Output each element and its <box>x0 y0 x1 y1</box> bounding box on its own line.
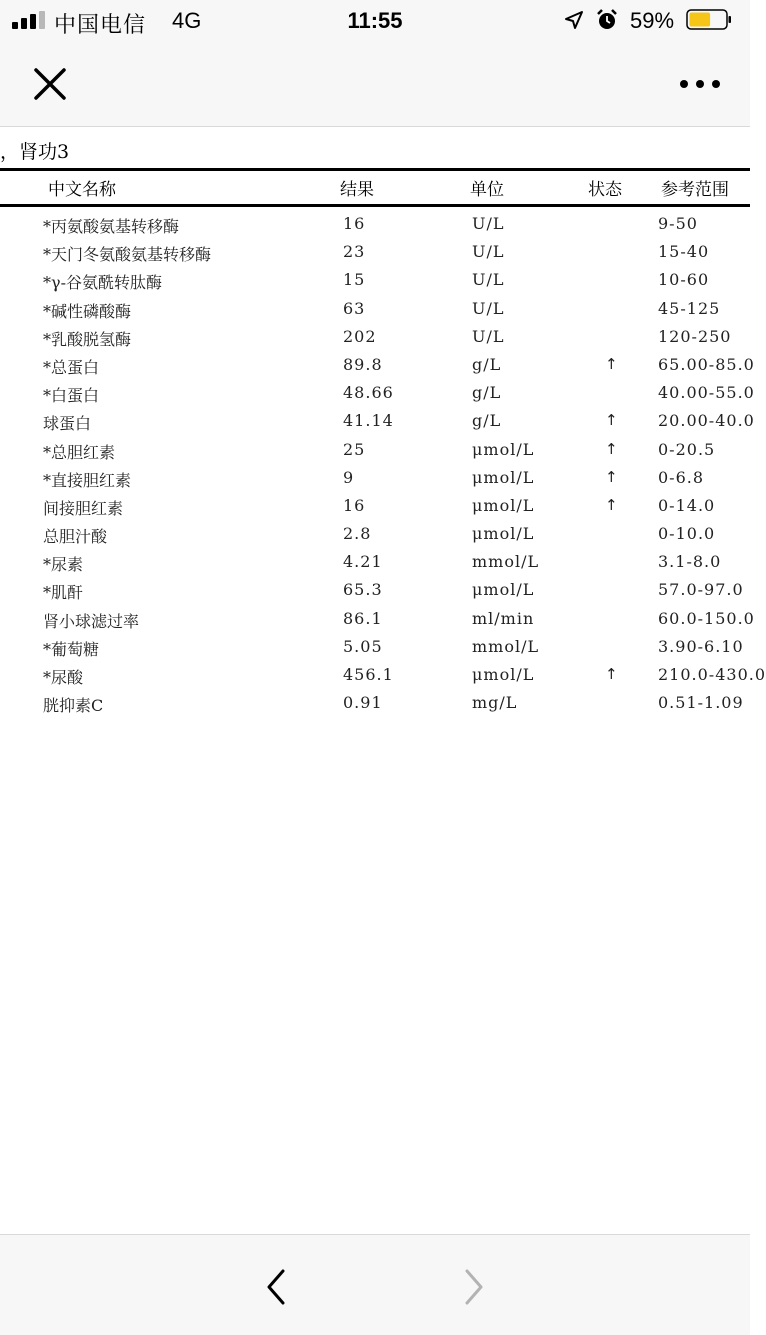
cell-name: *总胆红素 <box>43 442 116 462</box>
cell-unit: U/L <box>472 298 505 318</box>
cell-unit: g/L <box>472 383 502 403</box>
battery-icon <box>686 9 732 30</box>
cell-unit: mmol/L <box>472 636 540 656</box>
cell-reference: 20.00-40.0 <box>658 411 755 431</box>
table-row <box>0 633 750 661</box>
cell-status: ↑ <box>605 495 618 514</box>
cell-status: ↑ <box>605 439 618 458</box>
table-row <box>0 605 755 633</box>
carrier-name: 中国电信 <box>54 12 147 37</box>
cell-unit: ml/min <box>472 608 535 628</box>
table-row <box>0 689 750 717</box>
cell-name: *天门冬氨酸氨基转移酶 <box>43 245 212 265</box>
cell-name: *γ-谷氨酰转肽酶 <box>43 273 162 293</box>
cell-result: 202 <box>343 326 377 346</box>
cell-name: 肾小球滤过率 <box>43 611 140 631</box>
header-unit: 单位 <box>470 180 504 200</box>
close-icon[interactable] <box>28 62 72 106</box>
cell-name: 胱抑素C <box>43 696 104 716</box>
table-row <box>0 295 750 323</box>
cell-name: *丙氨酸氨基转移酶 <box>43 217 180 236</box>
cell-unit: mg/L <box>472 693 518 713</box>
cell-reference: 10-60 <box>658 270 710 290</box>
network-type: 4G <box>172 8 202 33</box>
cell-name: *尿素 <box>43 555 84 575</box>
cell-reference: 0-20.5 <box>658 439 716 459</box>
cell-status: ↑ <box>605 354 618 373</box>
cell-reference: 3.1-8.0 <box>658 552 722 572</box>
more-icon[interactable] <box>672 70 728 98</box>
cell-reference: 0-10.0 <box>658 524 716 544</box>
cell-result: 16 <box>343 214 366 233</box>
cell-name: *总蛋白 <box>43 357 100 377</box>
cell-unit: U/L <box>472 270 505 290</box>
table-row <box>0 464 750 492</box>
cell-name: *直接胆红素 <box>43 470 132 490</box>
cell-reference: 65.00-85.0 <box>658 354 755 374</box>
cell-status: ↑ <box>605 411 618 430</box>
table-row <box>0 548 750 576</box>
cell-reference: 57.0-97.0 <box>658 580 744 600</box>
header-name: 中文名称 <box>48 180 116 200</box>
nav-bar <box>0 40 750 127</box>
alarm-clock-icon <box>596 9 618 31</box>
cell-result: 23 <box>343 242 366 262</box>
cell-reference: 210.0-430.0 <box>658 665 766 684</box>
cell-unit: U/L <box>472 242 505 262</box>
cell-name: *碱性磷酸酶 <box>43 301 132 321</box>
cell-unit: μmol/L <box>472 665 535 684</box>
cell-reference: 0-14.0 <box>658 495 716 515</box>
cell-unit: g/L <box>472 354 502 374</box>
cell-result: 16 <box>343 495 366 515</box>
cell-reference: 45-125 <box>658 298 721 318</box>
cell-unit: mmol/L <box>472 552 540 572</box>
cell-unit: μmol/L <box>472 495 535 515</box>
table-row <box>0 323 750 351</box>
header-status: 状态 <box>588 180 622 200</box>
table-row <box>0 436 750 464</box>
table-row <box>0 407 755 435</box>
cell-name: 间接胆红素 <box>43 498 124 518</box>
table-header-rule <box>0 204 750 207</box>
table-top-rule <box>0 168 750 171</box>
cell-result: 89.8 <box>343 354 383 374</box>
table-row <box>0 576 750 604</box>
table-row <box>0 238 750 266</box>
cell-name: *肌酐 <box>43 583 84 603</box>
table-row <box>0 351 755 379</box>
cell-result: 25 <box>343 439 366 459</box>
cell-name: *尿酸 <box>43 668 84 687</box>
cell-result: 4.21 <box>343 552 383 572</box>
cell-reference: 0-6.8 <box>658 467 705 487</box>
table-row <box>0 210 750 238</box>
status-time: 11:55 <box>347 8 403 33</box>
cell-result: 63 <box>343 298 366 318</box>
lab-report <box>0 127 766 1233</box>
cell-result: 9 <box>343 467 355 487</box>
table-body <box>0 210 766 717</box>
table-row <box>0 379 755 407</box>
cell-reference: 15-40 <box>658 242 710 262</box>
table-row <box>0 492 750 520</box>
cell-unit: μmol/L <box>472 439 535 459</box>
status-bar <box>0 0 750 40</box>
cell-unit: U/L <box>472 326 505 346</box>
cell-result: 48.66 <box>343 383 394 403</box>
cell-result: 2.8 <box>343 524 372 544</box>
report-title: ，肾功3 <box>0 141 70 163</box>
table-row <box>0 520 750 548</box>
cell-name: 总胆汁酸 <box>43 527 108 547</box>
cell-result: 41.14 <box>343 411 394 431</box>
cell-result: 5.05 <box>343 636 383 656</box>
cell-result: 456.1 <box>343 665 394 684</box>
cell-reference: 120-250 <box>658 326 732 346</box>
cell-unit: U/L <box>472 214 505 233</box>
cell-reference: 0.51-1.09 <box>658 693 744 713</box>
header-reference: 参考范围 <box>661 180 729 200</box>
cell-status: ↑ <box>605 665 618 683</box>
cell-reference: 3.90-6.10 <box>658 636 744 656</box>
cell-result: 86.1 <box>343 608 383 628</box>
table-row <box>0 661 766 689</box>
cell-unit: μmol/L <box>472 467 535 487</box>
chevron-right-icon[interactable] <box>456 1267 492 1307</box>
cell-reference: 60.0-150.0 <box>658 608 755 628</box>
cell-name: *乳酸脱氢酶 <box>43 329 132 349</box>
location-arrow-icon <box>564 10 584 30</box>
cell-status: ↑ <box>605 467 618 486</box>
cell-unit: μmol/L <box>472 524 535 544</box>
cell-result: 0.91 <box>343 693 383 713</box>
bottom-toolbar <box>0 1234 750 1335</box>
cell-result: 15 <box>343 270 366 290</box>
cell-name: 球蛋白 <box>43 414 92 434</box>
table-header <box>0 175 750 201</box>
header-result: 结果 <box>340 180 374 200</box>
cell-reference: 9-50 <box>658 214 698 233</box>
battery-percent: 59% <box>630 8 675 33</box>
chevron-left-icon[interactable] <box>258 1267 294 1307</box>
table-row <box>0 266 750 294</box>
cell-name: *葡萄糖 <box>43 639 100 659</box>
cell-unit: g/L <box>472 411 502 431</box>
cell-reference: 40.00-55.0 <box>658 383 755 403</box>
cell-unit: μmol/L <box>472 580 535 600</box>
cell-name: *白蛋白 <box>43 386 100 406</box>
cell-result: 65.3 <box>343 580 383 600</box>
